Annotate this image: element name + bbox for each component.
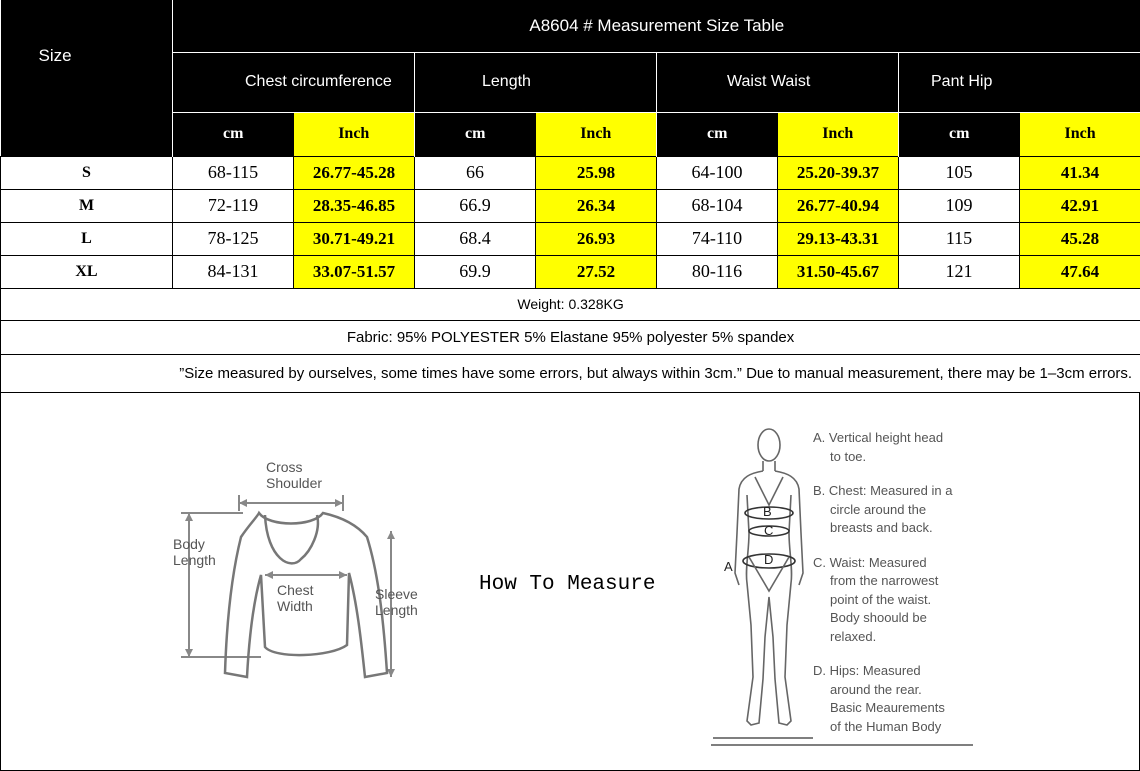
legend-d: D. Hips: Measured (813, 663, 921, 678)
shirt-diagram (161, 451, 441, 691)
hip-cm-cell: 121 (899, 255, 1020, 288)
unit-inch: Inch (778, 112, 899, 156)
table-row (1, 156, 1140, 189)
unit-cm: cm (415, 112, 536, 156)
legend-b: circle around the (830, 501, 927, 517)
legend-d: around the rear. (830, 681, 922, 697)
unit-inch: Inch (1020, 112, 1140, 156)
legend-d: Basic Meaurements (830, 700, 945, 715)
legend-b: B. Chest: Measured in a (813, 483, 953, 498)
body-length-label: Length (173, 552, 216, 568)
size-header-spacer (1, 112, 173, 156)
table-title: A8604 # Measurement Size Table (173, 0, 1140, 52)
unit-cm: cm (657, 112, 778, 156)
waist-inch-cell: 31.50-45.67 (778, 255, 899, 288)
waist-inch-cell: 29.13-43.31 (778, 222, 899, 255)
body-length-label: Body (173, 536, 205, 552)
chest-cm-cell: 84-131 (173, 255, 294, 288)
size-cell: S (1, 156, 173, 189)
table-row (1, 189, 1140, 222)
sleeve-length-label: Length (375, 602, 418, 618)
length-cm-cell: 66.9 (415, 189, 536, 222)
legend-c: Body shoould be (830, 610, 927, 625)
fabric-text: Fabric: 95% POLYESTER 5% Elastane 95% polyester 5% spandex (1, 320, 1140, 354)
legend-c: point of the waist. (830, 591, 932, 607)
group-hip: Pant Hip (899, 52, 1140, 112)
sleeve-length-label: Sleeve (375, 586, 418, 602)
body-label-b: B (763, 504, 772, 519)
chest-cm-cell: 68-115 (173, 156, 294, 189)
group-length: Length (415, 52, 657, 112)
legend-c: C. Waist: Measured (813, 554, 927, 570)
chest-inch-cell: 28.35-46.85 (294, 189, 415, 222)
how-to-measure-title: How To Measure (479, 573, 656, 596)
unit-cm: cm (173, 112, 294, 156)
body-label-c: C (764, 523, 774, 538)
table-row (1, 222, 1140, 255)
body-measure-legend (813, 429, 983, 752)
note-text: ”Size measured by ourselves, some times have some errors, but always within 3cm.” Due to manual measurement, there may be 1–3cm errors. (1, 354, 1140, 392)
waist-inch-cell: 26.77-40.94 (778, 189, 899, 222)
length-cm-cell: 66 (415, 156, 536, 189)
waist-cm-cell: 80-116 (657, 255, 778, 288)
chest-width-label: Width (277, 598, 313, 614)
chest-inch-cell: 33.07-51.57 (294, 255, 415, 288)
measure-guide-panel (0, 392, 1140, 771)
waist-inch-cell: 25.20-39.37 (778, 156, 899, 189)
hip-inch-cell: 47.64 (1020, 255, 1140, 288)
legend-a: A. Vertical height head (813, 430, 944, 445)
waist-cm-cell: 74-110 (657, 222, 778, 255)
size-cell: L (1, 222, 173, 255)
hip-inch-cell: 42.91 (1020, 189, 1140, 222)
group-chest: Chest circumference (173, 52, 415, 112)
unit-inch: Inch (294, 112, 415, 156)
cross-shoulder-label: Shoulder (266, 475, 323, 491)
length-cm-cell: 69.9 (415, 255, 536, 288)
chest-inch-cell: 30.71-49.21 (294, 222, 415, 255)
group-waist: Waist Waist (657, 52, 899, 112)
hip-cm-cell: 105 (899, 156, 1020, 189)
unit-inch: Inch (536, 112, 657, 156)
length-inch-cell: 26.34 (536, 189, 657, 222)
waist-cm-cell: 64-100 (657, 156, 778, 189)
unit-cm: cm (899, 112, 1020, 156)
size-header: Size (1, 0, 173, 112)
chest-cm-cell: 78-125 (173, 222, 294, 255)
length-inch-cell: 26.93 (536, 222, 657, 255)
hip-inch-cell: 41.34 (1020, 156, 1140, 189)
cross-shoulder-label: Cross (266, 459, 303, 475)
weight-text: Weight: 0.328KG (1, 288, 1140, 320)
chest-cm-cell: 72-119 (173, 189, 294, 222)
legend-d: of the Human Body (830, 718, 942, 734)
hip-cm-cell: 109 (899, 189, 1020, 222)
chest-inch-cell: 26.77-45.28 (294, 156, 415, 189)
chest-width-label: Chest (277, 582, 314, 598)
legend-c: from the narrowest (830, 573, 939, 588)
legend-b: breasts and back. (830, 520, 933, 535)
body-label-a: A (724, 559, 733, 574)
legend-c: relaxed. (830, 628, 877, 644)
hip-inch-cell: 45.28 (1020, 222, 1140, 255)
waist-cm-cell: 68-104 (657, 189, 778, 222)
table-row (1, 255, 1140, 288)
body-diagram (713, 423, 813, 753)
size-cell: M (1, 189, 173, 222)
length-inch-cell: 25.98 (536, 156, 657, 189)
length-inch-cell: 27.52 (536, 255, 657, 288)
hip-cm-cell: 115 (899, 222, 1020, 255)
length-cm-cell: 68.4 (415, 222, 536, 255)
size-cell: XL (1, 255, 173, 288)
legend-a: to toe. (830, 448, 867, 464)
body-label-d: D (764, 552, 774, 567)
